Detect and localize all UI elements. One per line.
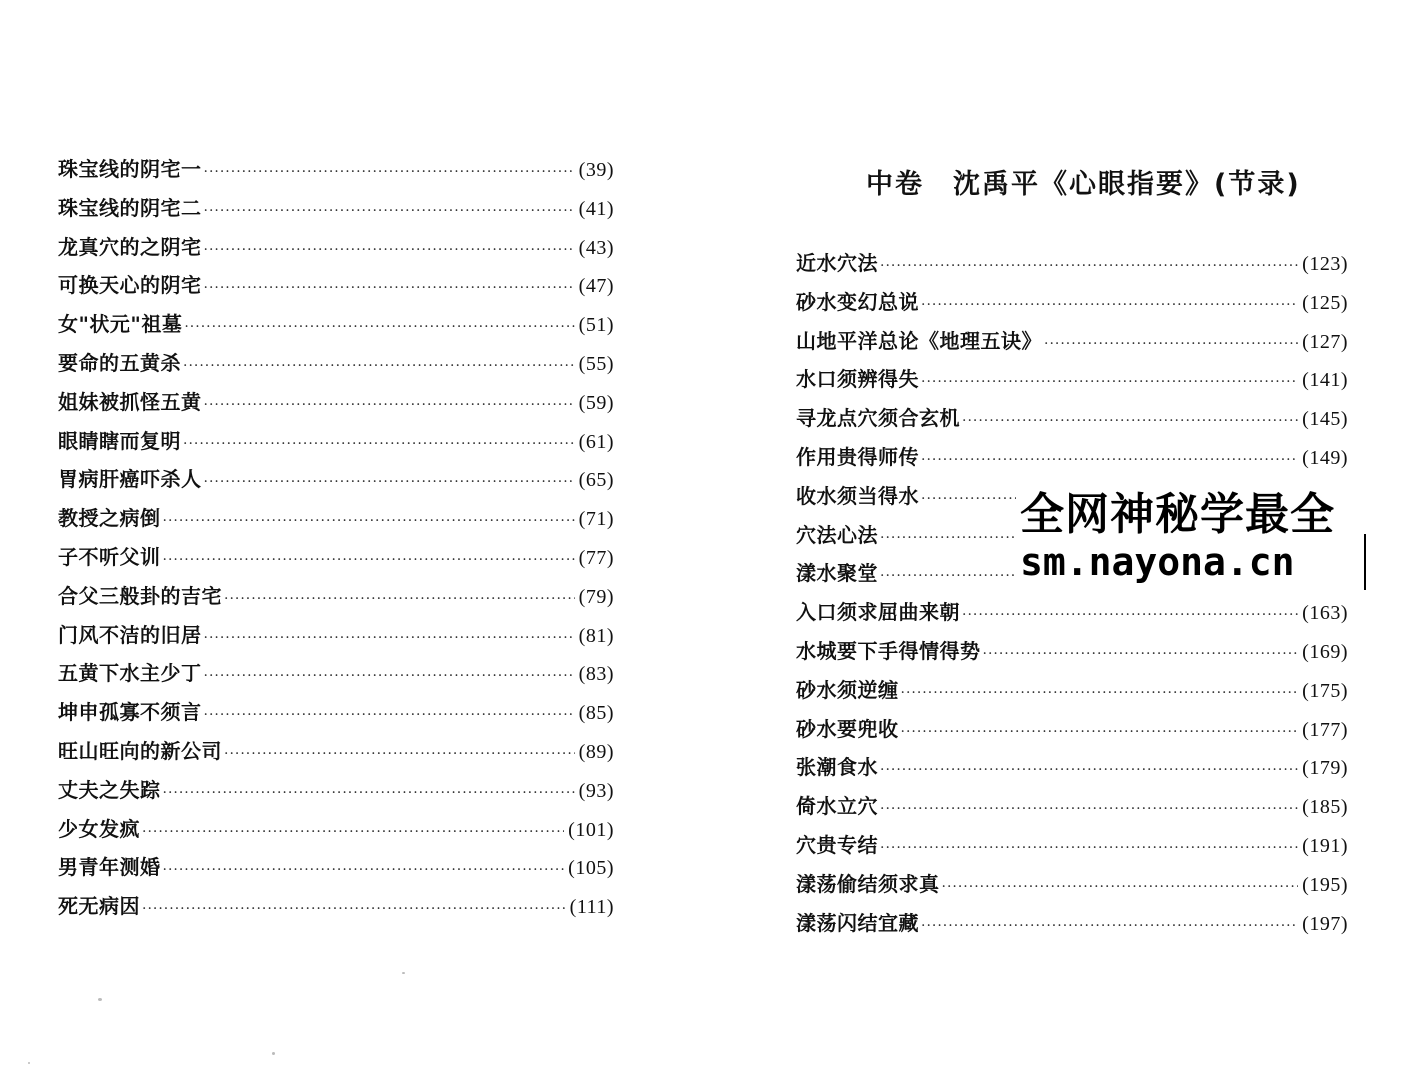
toc-entry-title: 旺山旺向的新公司 <box>58 738 222 763</box>
toc-dot-leader <box>204 269 575 308</box>
toc-dot-leader <box>204 386 575 425</box>
toc-entry-page: (85) <box>578 702 614 725</box>
toc-entry-page: (191) <box>1302 834 1348 857</box>
toc-dot-leader <box>204 153 575 192</box>
toc-entry-title: 张潮食水 <box>796 755 878 780</box>
toc-dot-leader <box>921 363 1298 402</box>
toc-entry-title: 胃病肝癌吓杀人 <box>58 467 202 492</box>
toc-dot-leader <box>204 231 575 270</box>
toc-dot-leader <box>204 619 575 658</box>
toc-entry-title: 门风不洁的旧居 <box>58 622 202 647</box>
toc-entry-title: 水口须辨得失 <box>796 367 919 392</box>
toc-entry-page: (145) <box>1302 408 1348 431</box>
toc-entry-page: (39) <box>578 159 614 181</box>
toc-entry <box>58 732 614 771</box>
scan-speck <box>98 998 102 1001</box>
toc-entry-title: 砂水须逆缠 <box>796 677 899 702</box>
toc-entry-page: (195) <box>1302 873 1348 896</box>
toc-dot-leader <box>163 774 575 813</box>
toc-entry <box>796 399 1348 438</box>
toc-dot-leader <box>224 580 575 619</box>
toc-entry <box>58 266 614 305</box>
toc-entry <box>796 787 1348 826</box>
toc-entry-title: 合父三般卦的吉宅 <box>58 583 222 608</box>
toc-entry <box>58 228 614 267</box>
toc-entry <box>58 383 614 422</box>
toc-entry-page: (127) <box>1302 330 1348 353</box>
toc-entry <box>58 344 614 383</box>
watermark-text: 全网神秘学最全 <box>1020 489 1335 540</box>
toc-entry-title: 漾水聚堂 <box>796 561 878 586</box>
toc-entry-page: (89) <box>578 740 614 763</box>
toc-dot-leader <box>942 868 1299 907</box>
toc-entry-title: 收水须当得水 <box>796 483 919 508</box>
toc-entry-title: 水城要下手得情得势 <box>796 638 981 663</box>
toc-entry-title: 砂水变幻总说 <box>796 289 919 314</box>
toc-dot-leader <box>204 463 575 502</box>
toc-entry-title: 丈夫之失踪 <box>58 777 161 802</box>
toc-dot-leader <box>880 790 1298 829</box>
toc-entry-title: 死无病因 <box>58 894 140 919</box>
toc-entry-page: (71) <box>578 508 614 531</box>
toc-entry <box>58 189 614 228</box>
toc-dot-leader <box>921 441 1298 480</box>
toc-entry <box>58 693 614 732</box>
toc-dot-leader <box>204 192 575 231</box>
toc-entry-title: 山地平洋总论《地理五诀》 <box>796 328 1042 353</box>
toc-entry <box>796 593 1348 632</box>
toc-dot-leader <box>880 751 1298 790</box>
toc-entry-title: 教授之病倒 <box>58 506 161 531</box>
toc-entry-title: 姐妹被抓怪五黄 <box>58 389 202 414</box>
toc-entry-title: 女"状元"祖墓 <box>58 312 183 337</box>
toc-entry-page: (93) <box>578 779 614 802</box>
toc-entry-page: (55) <box>578 352 614 375</box>
toc-entry <box>796 904 1348 943</box>
toc-entry <box>796 748 1348 787</box>
toc-dot-leader <box>921 907 1298 946</box>
toc-entry-title: 眼睛瞎而复明 <box>58 428 181 453</box>
section-heading: 中卷 沈禹平《心眼指要》(节录) <box>866 169 1301 200</box>
toc-dot-leader <box>962 402 1298 441</box>
toc-entry-title: 坤申孤寡不须言 <box>58 700 202 725</box>
toc-entry-page: (125) <box>1302 291 1348 314</box>
toc-dot-leader <box>163 502 575 541</box>
toc-entry-page: (123) <box>1302 253 1348 275</box>
toc-entry <box>58 499 614 538</box>
toc-entry <box>58 577 614 616</box>
toc-entry <box>58 887 614 926</box>
toc-dot-leader <box>184 308 574 347</box>
toc-entry-title: 寻龙点穴须合玄机 <box>796 406 960 431</box>
toc-entry <box>796 322 1348 361</box>
toc-entry-title: 作用贵得师传 <box>796 444 919 469</box>
toc-entry-page: (197) <box>1302 912 1348 935</box>
toc-entry-page: (43) <box>578 236 614 259</box>
right-page-toc <box>796 244 1348 942</box>
toc-entry-page: (175) <box>1302 679 1348 702</box>
toc-entry-page: (61) <box>578 430 614 453</box>
watermark-overlay <box>1016 476 1416 590</box>
toc-entry <box>796 671 1348 710</box>
toc-entry-title: 龙真穴的之阴宅 <box>58 234 202 259</box>
toc-entry-page: (81) <box>578 624 614 647</box>
toc-dot-leader <box>224 735 575 774</box>
toc-entry-title: 要命的五黄杀 <box>58 350 181 375</box>
toc-entry-title: 穴贵专结 <box>796 832 878 857</box>
toc-dot-leader <box>880 247 1298 286</box>
toc-entry <box>796 710 1348 749</box>
toc-entry-page: (185) <box>1302 796 1348 819</box>
toc-dot-leader <box>880 829 1298 868</box>
toc-entry-page: (47) <box>578 275 614 298</box>
toc-entry-page: (169) <box>1302 640 1348 663</box>
toc-dot-leader <box>183 347 575 386</box>
scan-speck <box>272 1052 275 1055</box>
toc-entry-title: 漾荡闪结宜藏 <box>796 910 919 935</box>
toc-entry-page: (59) <box>578 391 614 414</box>
toc-dot-leader <box>921 286 1298 325</box>
toc-entry <box>58 305 614 344</box>
toc-entry-page: (83) <box>578 663 614 686</box>
toc-entry <box>796 244 1348 283</box>
toc-entry-page: (51) <box>578 314 614 337</box>
toc-entry-title: 子不听父训 <box>58 544 161 569</box>
toc-entry-page: (163) <box>1302 602 1348 625</box>
toc-entry-title: 男青年测婚 <box>58 855 161 880</box>
toc-dot-leader <box>901 713 1299 752</box>
watermark-url: sm.nayona.cn <box>1020 540 1295 584</box>
toc-entry <box>796 865 1348 904</box>
toc-entry-title: 漾荡偷结须求真 <box>796 871 940 896</box>
toc-entry-page: (141) <box>1302 369 1348 392</box>
toc-entry <box>58 771 614 810</box>
toc-dot-leader <box>142 890 566 929</box>
toc-entry-title: 可换天心的阴宅 <box>58 273 202 298</box>
toc-dot-leader <box>204 696 575 735</box>
toc-entry-page: (77) <box>578 546 614 569</box>
toc-entry-page: (105) <box>568 857 614 880</box>
toc-entry <box>58 422 614 461</box>
toc-entry <box>58 538 614 577</box>
toc-entry-page: (149) <box>1302 446 1348 469</box>
toc-entry <box>58 150 614 189</box>
text-cursor <box>1364 534 1366 590</box>
toc-dot-leader <box>962 596 1298 635</box>
toc-dot-leader <box>204 657 575 696</box>
toc-dot-leader <box>1044 325 1298 364</box>
toc-dot-leader <box>163 541 575 580</box>
toc-entry-title: 珠宝线的阴宅二 <box>58 195 202 220</box>
toc-entry-title: 近水穴法 <box>796 251 878 275</box>
toc-entry-page: (65) <box>578 469 614 492</box>
toc-entry <box>796 438 1348 477</box>
toc-entry <box>58 810 614 849</box>
toc-entry <box>796 632 1348 671</box>
toc-dot-leader <box>183 425 575 464</box>
scan-speck <box>28 1062 30 1064</box>
toc-entry-title: 穴法心法 <box>796 522 878 547</box>
toc-entry-page: (79) <box>578 585 614 608</box>
toc-entry <box>58 616 614 655</box>
toc-entry <box>796 360 1348 399</box>
toc-dot-leader <box>983 635 1299 674</box>
toc-entry-title: 砂水要兜收 <box>796 716 899 741</box>
toc-entry <box>796 826 1348 865</box>
toc-entry-page: (179) <box>1302 757 1348 780</box>
toc-entry <box>58 654 614 693</box>
toc-dot-leader <box>142 813 564 852</box>
toc-entry-title: 五黄下水主少丁 <box>58 661 202 686</box>
toc-entry-title: 入口须求屈曲来朝 <box>796 600 960 625</box>
toc-dot-leader <box>163 851 565 890</box>
toc-entry-title: 倚水立穴 <box>796 794 878 819</box>
toc-entry-page: (111) <box>569 896 614 919</box>
scan-speck <box>402 972 405 974</box>
toc-entry <box>58 848 614 887</box>
toc-entry-page: (177) <box>1302 718 1348 741</box>
toc-entry <box>796 283 1348 322</box>
toc-entry-page: (101) <box>568 818 614 841</box>
left-page-toc <box>58 150 614 926</box>
toc-dot-leader <box>901 674 1299 713</box>
toc-entry-title: 珠宝线的阴宅一 <box>58 157 202 181</box>
toc-entry-page: (41) <box>578 197 614 220</box>
toc-entry-title: 少女发疯 <box>58 816 140 841</box>
toc-entry <box>58 460 614 499</box>
